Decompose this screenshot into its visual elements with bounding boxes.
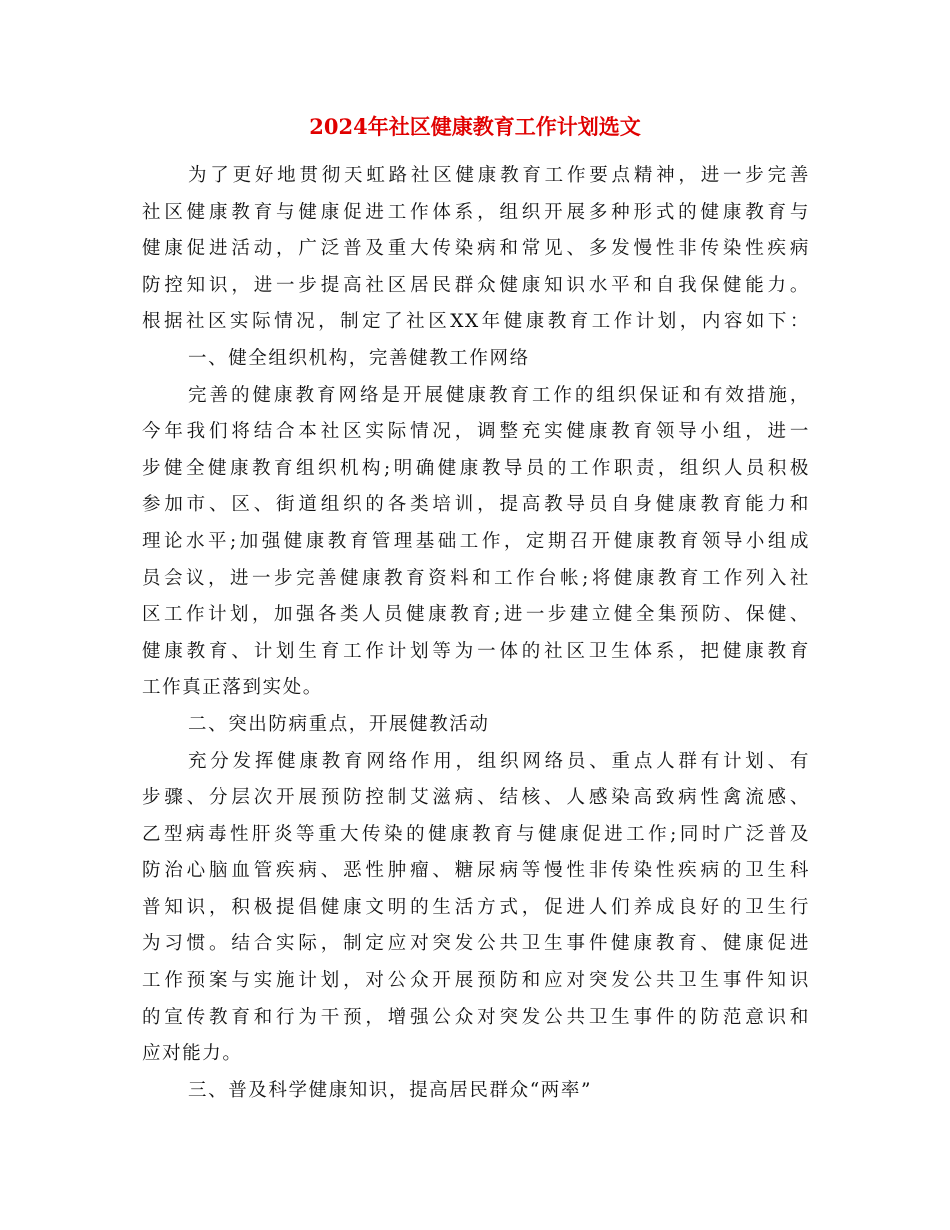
text-line: 充分发挥健康教育网络作用，组织网络员、重点人群有计划、有: [188, 750, 810, 772]
text-line: 为习惯。结合实际，制定应对突发公共卫生事件健康教育、健康促进: [142, 933, 810, 955]
text-line: 今年我们将结合本社区实际情况，调整充实健康教育领导小组，进一: [142, 421, 810, 443]
text-line: 健康教育、计划生育工作计划等为一体的社区卫生体系，把健康教育: [142, 640, 810, 662]
document-body: [142, 158, 810, 1109]
section-1-paragraph: [142, 378, 810, 707]
text-line: 员会议，进一步完善健康教育资料和工作台帐;将健康教育工作列入社: [142, 567, 810, 589]
section-heading-2: [142, 707, 810, 744]
text-line: 为了更好地贯彻天虹路社区健康教育工作要点精神，进一步完善: [188, 165, 810, 186]
text-line: 工作预案与实施计划，对公众开展预防和应对突发公共卫生事件知识: [142, 970, 810, 992]
section-heading-3: [142, 1073, 810, 1110]
section-heading-text: 三、普及科学健康知识，提高居民群众“两率”: [188, 1079, 593, 1101]
section-heading-text: 一、健全组织机构，完善健教工作网络: [188, 347, 530, 369]
text-line: 理论水平;加强健康教育管理基础工作，定期召开健康教育领导小组成: [142, 530, 810, 552]
text-line: 步骤、分层次开展预防控制艾滋病、结核、人感染高致病性禽流感、: [142, 787, 810, 809]
section-2-paragraph: [142, 744, 810, 1073]
section-heading-text: 二、突出防病重点，开展健教活动: [188, 713, 490, 735]
text-line: 完善的健康教育网络是开展健康教育工作的组织保证和有效措施，: [188, 384, 810, 406]
text-line: 工作真正落到实处。: [142, 677, 323, 699]
text-line: 参加市、区、街道组织的各类培训，提高教导员自身健康教育能力和: [142, 494, 810, 516]
text-line: 应对能力。: [142, 1043, 243, 1065]
text-line: 区工作计划，加强各类人员健康教育;进一步建立健全集预防、保健、: [142, 604, 810, 626]
text-line: 的宣传教育和行为干预，增强公众对突发公共卫生事件的防范意识和: [142, 1006, 810, 1028]
text-line: 防治心脑血管疾病、恶性肿瘤、糖尿病等慢性非传染性疾病的卫生科: [142, 860, 810, 882]
text-line: 普知识，积极提倡健康文明的生活方式，促进人们养成良好的卫生行: [142, 896, 810, 918]
section-heading-1: [142, 341, 810, 378]
text-line: 乙型病毒性肝炎等重大传染的健康教育与健康促进工作;同时广泛普及: [142, 823, 810, 845]
text-line: 防控知识，进一步提高社区居民群众健康知识水平和自我保健能力。: [142, 274, 810, 296]
document-title: 2024年社区健康教育工作计划选文: [309, 114, 641, 139]
text-line: 健康促进活动，广泛普及重大传染病和常见、多发慢性非传染性疾病: [142, 238, 810, 260]
text-line: 社区健康教育与健康促进工作体系，组织开展多种形式的健康教育与: [142, 201, 810, 223]
text-line: 根据社区实际情况，制定了社区XX年健康教育工作计划，内容如下：: [142, 311, 810, 333]
intro-paragraph: [142, 158, 810, 341]
text-line: 步健全健康教育组织机构;明确健康教导员的工作职责，组织人员积极: [142, 457, 810, 479]
